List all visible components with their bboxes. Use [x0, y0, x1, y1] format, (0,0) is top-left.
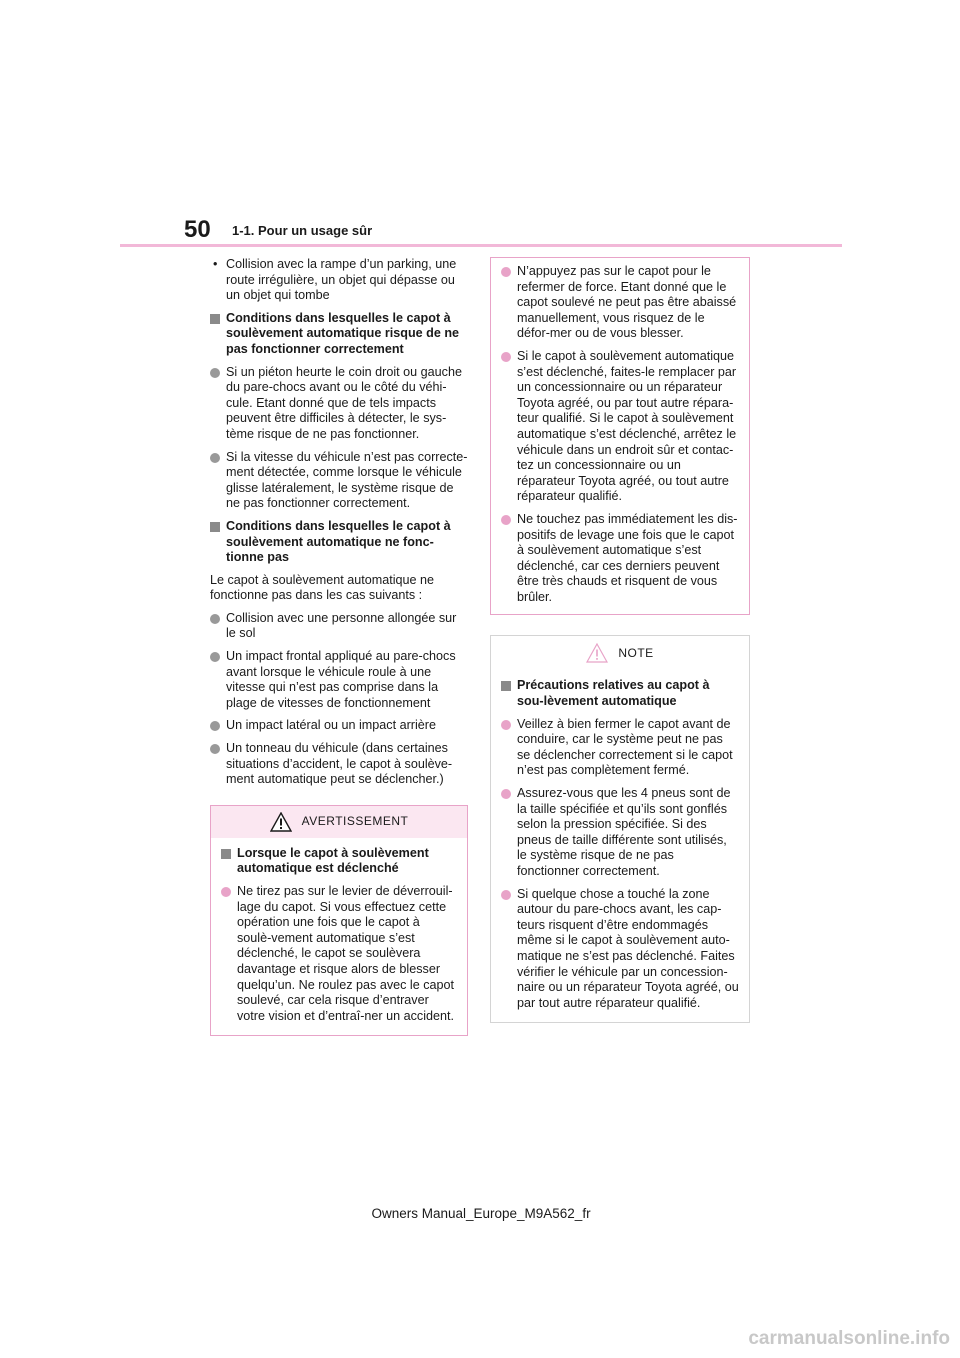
warning-triangle-icon — [270, 812, 292, 832]
list-item — [501, 264, 739, 342]
list-item-text: Collision avec une personne allongée sur le sol — [226, 610, 457, 641]
subheading — [221, 846, 457, 877]
circle-bullet-icon — [210, 368, 220, 378]
list-item-text: Un tonneau du véhicule (dans certaines situations d’accident, le capot à soulève-ment automatique peut se déclencher.) — [226, 741, 453, 787]
circle-bullet-icon — [501, 720, 511, 730]
note-box — [490, 635, 750, 1023]
list-item-text: Si la vitesse du véhicule n’est pas correcte-ment détectée, comme lorsque le véhicule glisse latéralement, le système risque de ne pas fonctionner correctement. — [226, 449, 468, 511]
list-item — [210, 741, 468, 788]
circle-bullet-icon — [501, 267, 511, 277]
list-item-text: Collision avec la rampe d’un parking, une route irrégulière, un objet qui dépasse ou un objet qui tombe — [226, 257, 457, 303]
warning-box-continued — [490, 257, 750, 615]
circle-bullet-icon — [501, 515, 511, 525]
subheading-text: Lorsque le capot à soulèvement automatique est déclenché — [237, 845, 429, 876]
circle-bullet-icon — [501, 352, 511, 362]
list-item-text: N’appuyez pas sur le capot pour le refermer de force. Etant donné que le capot soulevé ne peut pas être abaissé manuellement, vous risquez de le défor-mer ou de vous blesser. — [517, 264, 737, 341]
list-item — [210, 365, 468, 443]
list-item — [501, 786, 739, 880]
caution-triangle-icon — [586, 643, 608, 663]
square-bullet-icon — [210, 314, 220, 324]
warning-box-header — [211, 806, 467, 838]
list-item — [210, 611, 468, 642]
circle-bullet-icon — [210, 453, 220, 463]
subheading — [501, 678, 739, 709]
right-column — [490, 257, 750, 1043]
list-item-text: Ne touchez pas immédiatement les dis-positifs de levage une fois que le capot à soulèvement automatique s’est déclenché, car ces derniers peuvent être très chauds et risquent de vous brûler. — [517, 511, 738, 604]
list-item — [210, 649, 468, 711]
list-item-text: Assurez-vous que les 4 pneus sont de la taille spécifiée et qu’ils sont gonflés selon la pression spécifiée. Si des pneus de taille différente sont utilisés, le système risque de ne pas fonctionner correctement. — [517, 786, 731, 878]
subheading — [210, 519, 468, 566]
list-item — [501, 349, 739, 505]
list-item-text: Si un piéton heurte le coin droit ou gauche du pare-chocs avant ou le côté du véhi-cule. Etant donné que de tels impacts peuvent être difficiles à détecter, le sys-tème risque de ne pas fonctionner. — [226, 364, 462, 441]
watermark: carmanualsonline.info — [748, 1328, 950, 1349]
list-item-text: Ne tirez pas sur le levier de déverrouil-lage du capot. Si vous effectuez cette opération une fois que le capot à soulè-vement automatique s’est déclenché, le capot se soulèvera davantage et risque alors de blesser quelqu’un. Ne roulez pas avec le capot soulevé, car cela risque d’entraver votre vision et d’entraî-ner un accident. — [237, 884, 455, 1023]
warning-box — [210, 805, 468, 1037]
list-item-text: Un impact frontal appliqué au pare-chocs avant lorsque le véhicule roule à une vitesse qui n’est pas comprise dans la plage de vitesses de fonctionnement — [226, 649, 456, 710]
header-rule — [120, 244, 842, 247]
list-item — [501, 512, 739, 606]
list-item-text: Si quelque chose a touché la zone autour du pare-chocs avant, les cap-teurs risquent d’être endommagés même si le capot à soulèvement auto-matique ne s’est pas déclenché. Faites vérifier le véhicule par un concession-naire ou un réparateur Toyota agréé, ou par tout autre réparateur qualifié. — [517, 886, 739, 1010]
list-item — [210, 257, 468, 304]
square-bullet-icon — [221, 849, 231, 859]
note-box-header — [491, 636, 749, 670]
left-column — [210, 257, 468, 1056]
circle-bullet-icon — [501, 789, 511, 799]
circle-bullet-icon — [221, 887, 231, 897]
list-item — [501, 717, 739, 779]
dash-marker: • — [213, 257, 218, 271]
circle-bullet-icon — [210, 721, 220, 731]
square-bullet-icon — [210, 522, 220, 532]
page-number: 50 — [184, 216, 211, 243]
square-bullet-icon — [501, 681, 511, 691]
subheading-text: Conditions dans lesquelles le capot à soulèvement automatique risque de ne pas fonctionner correctement — [226, 310, 460, 356]
list-item — [501, 887, 739, 1012]
circle-bullet-icon — [501, 890, 511, 900]
paragraph: Le capot à soulèvement automatique ne fonctionne pas dans les cas suivants : — [210, 572, 435, 603]
warning-box-title: AVERTISSEMENT — [301, 814, 409, 829]
list-item-text: Si le capot à soulèvement automatique s’est déclenché, faites-le remplacer par un concessionnaire ou un réparateur Toyota agréé, ou par tout autre répara-teur qualifié. Si le capot à soulèvement automatique s’est déclenché, arrêtez le véhicule dans un endroit sûr et contac-tez un concessionnaire ou un réparateur Toyota agréé, ou tout autre réparateur qualifié. — [517, 348, 737, 504]
section-title: 1-1. Pour un usage sûr — [232, 223, 373, 238]
circle-bullet-icon — [210, 614, 220, 624]
circle-bullet-icon — [210, 744, 220, 754]
subheading-text: Précautions relatives au capot à sou-lèvement automatique — [517, 678, 710, 709]
footer-doc-id: Owners Manual_Europe_M9A562_fr — [371, 1206, 591, 1221]
note-box-title: NOTE — [618, 645, 654, 660]
list-item-text: Veillez à bien fermer le capot avant de conduire, car le système peut ne pas se déclencher correctement si le capot n’est pas complètement fermé. — [517, 716, 733, 778]
list-item — [221, 884, 457, 1024]
list-item-text: Un impact latéral ou un impact arrière — [226, 718, 436, 733]
subheading-text: Conditions dans lesquelles le capot à soulèvement automatique ne fonc-tionne pas — [226, 518, 451, 565]
circle-bullet-icon — [210, 652, 220, 662]
list-item — [210, 450, 468, 512]
subheading — [210, 311, 468, 358]
list-item — [210, 718, 468, 734]
